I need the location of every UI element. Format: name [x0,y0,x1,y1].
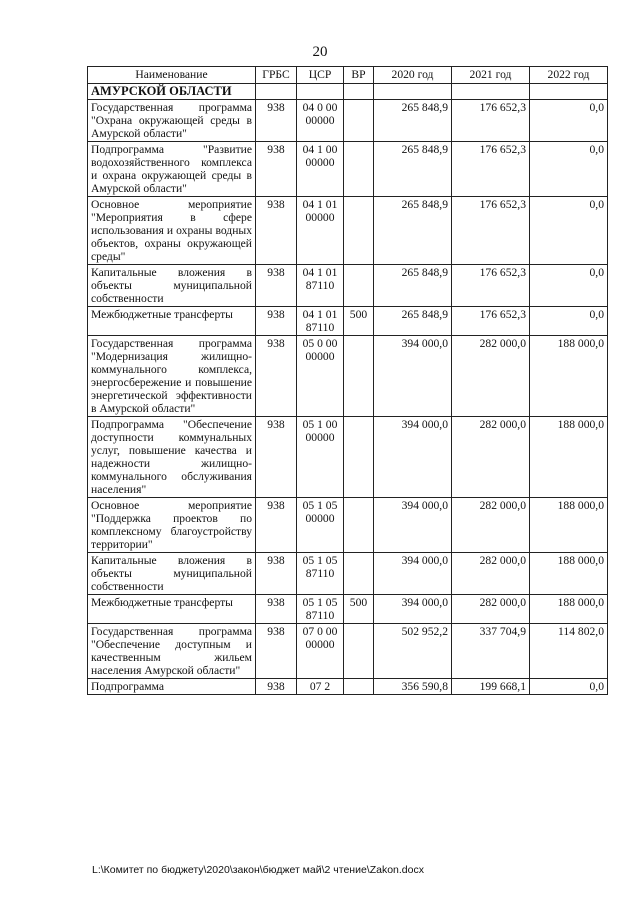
col-header-2021: 2021 год [452,67,530,84]
cell-2021: 176 652,3 [452,142,530,197]
footer-file-path: L:\Комитет по бюджету\2020\закон\бюджет май\2 чтение\Zakon.docx [92,864,424,876]
cell-name: Межбюджетные трансферты [88,307,256,336]
cell-name: Основное мероприятие "Мероприятия в сфере использования и охраны водных объектов, охраны окружающей среды" [88,197,256,265]
cell-2021: 199 668,1 [452,679,530,695]
cell-2020: 502 952,2 [374,624,452,679]
cell-2022: 114 802,0 [530,624,608,679]
cell-2021: 337 704,9 [452,624,530,679]
page-number: 20 [312,44,328,60]
table-row [88,197,608,265]
cell-grbs: 938 [256,197,297,265]
cell-2020: 265 848,9 [374,142,452,197]
table-row [88,417,608,498]
cell-2020: 356 590,8 [374,679,452,695]
cell-2022: 0,0 [530,142,608,197]
cell-csr: 07 0 00 00000 [297,624,344,679]
cell-2022: 0,0 [530,679,608,695]
cell-vr: 500 [344,307,374,336]
cell-2020: 265 848,9 [374,197,452,265]
col-header-name: Наименование [88,67,256,84]
cell-2021: 176 652,3 [452,197,530,265]
cell-name: Государственная программа "Обеспечение доступным и качественным жильем населения Амурской области" [88,624,256,679]
cell-2020: 265 848,9 [374,265,452,307]
cell-csr: 05 1 00 00000 [297,417,344,498]
cell-grbs: 938 [256,142,297,197]
cell-csr: 04 0 00 00000 [297,100,344,142]
cell-name: Межбюджетные трансферты [88,595,256,624]
cell-name: Государственная программа "Модернизация жилищно-коммунального комплекса, энергосбережение и повышение энергетической эффективности в Амурской области" [88,336,256,417]
cell-2021: 176 652,3 [452,265,530,307]
cell-vr [344,679,374,695]
cell-name: Основное мероприятие "Поддержка проектов по комплексному благоустройству территории" [88,498,256,553]
cell-2022: 0,0 [530,197,608,265]
cell-csr: 04 1 01 87110 [297,265,344,307]
cell-grbs: 938 [256,417,297,498]
cell-vr [344,142,374,197]
cell-grbs: 938 [256,498,297,553]
cell-csr: 05 0 00 00000 [297,336,344,417]
cell-grbs: 938 [256,624,297,679]
cell-vr [344,100,374,142]
cell-vr [344,553,374,595]
cell-2020: 265 848,9 [374,307,452,336]
cell-2022: 0,0 [530,100,608,142]
table-row [88,307,608,336]
cell-2022: 188 000,0 [530,417,608,498]
cell-2020: 265 848,9 [374,100,452,142]
cell-csr: 05 1 05 87110 [297,553,344,595]
cell-vr [344,624,374,679]
table-row [88,142,608,197]
cell-grbs: 938 [256,265,297,307]
cell-2021: 282 000,0 [452,553,530,595]
col-header-grbs: ГРБС [256,67,297,84]
cell-2021: 176 652,3 [452,100,530,142]
col-header-2022: 2022 год [530,67,608,84]
cell-2020: 394 000,0 [374,417,452,498]
cell-vr: 500 [344,595,374,624]
table-row [88,679,608,695]
cell-name: Капитальные вложения в объекты муниципальной собственности [88,553,256,595]
cell-grbs: 938 [256,553,297,595]
cell-2022: 188 000,0 [530,336,608,417]
header-row [88,67,608,84]
cell-2022: 188 000,0 [530,595,608,624]
col-header-csr: ЦСР [297,67,344,84]
cell-csr: 05 1 05 00000 [297,498,344,553]
table-row [88,624,608,679]
cell-name: Капитальные вложения в объекты муниципальной собственности [88,265,256,307]
cell-grbs: 938 [256,679,297,695]
cell-2021: 282 000,0 [452,336,530,417]
table-row [88,336,608,417]
cell-2020: 394 000,0 [374,498,452,553]
table-row [88,595,608,624]
cell-grbs: 938 [256,595,297,624]
col-header-vr: ВР [344,67,374,84]
cell-vr [344,417,374,498]
cell-csr: 05 1 05 87110 [297,595,344,624]
cell-grbs: 938 [256,336,297,417]
cell-2020: 394 000,0 [374,553,452,595]
cell-vr [344,265,374,307]
cell-csr: 04 1 01 87110 [297,307,344,336]
section-title: АМУРСКОЙ ОБЛАСТИ [88,84,256,100]
cell-2020: 394 000,0 [374,336,452,417]
cell-name: Подпрограмма "Обеспечение доступности коммунальных услуг, повышение качества и надежности жилищно-коммунального обслуживания населения" [88,417,256,498]
cell-2020: 394 000,0 [374,595,452,624]
cell-vr [344,197,374,265]
cell-vr [344,498,374,553]
budget-table [87,66,608,695]
cell-2022: 188 000,0 [530,498,608,553]
table-row [88,553,608,595]
cell-csr: 07 2 [297,679,344,695]
col-header-2020: 2020 год [374,67,452,84]
cell-grbs: 938 [256,100,297,142]
cell-2021: 282 000,0 [452,417,530,498]
cell-2021: 282 000,0 [452,595,530,624]
cell-2022: 0,0 [530,307,608,336]
table-row [88,265,608,307]
table-row [88,100,608,142]
cell-name: Подпрограмма [88,679,256,695]
cell-vr [344,336,374,417]
cell-2022: 0,0 [530,265,608,307]
cell-csr: 04 1 00 00000 [297,142,344,197]
cell-name: Подпрограмма "Развитие водохозяйственного комплекса и охрана окружающей среды в Амурской области" [88,142,256,197]
section-row [88,84,608,100]
cell-csr: 04 1 01 00000 [297,197,344,265]
cell-grbs: 938 [256,307,297,336]
cell-name: Государственная программа "Охрана окружающей среды в Амурской области" [88,100,256,142]
table-row [88,498,608,553]
cell-2022: 188 000,0 [530,553,608,595]
cell-2021: 282 000,0 [452,498,530,553]
cell-2021: 176 652,3 [452,307,530,336]
